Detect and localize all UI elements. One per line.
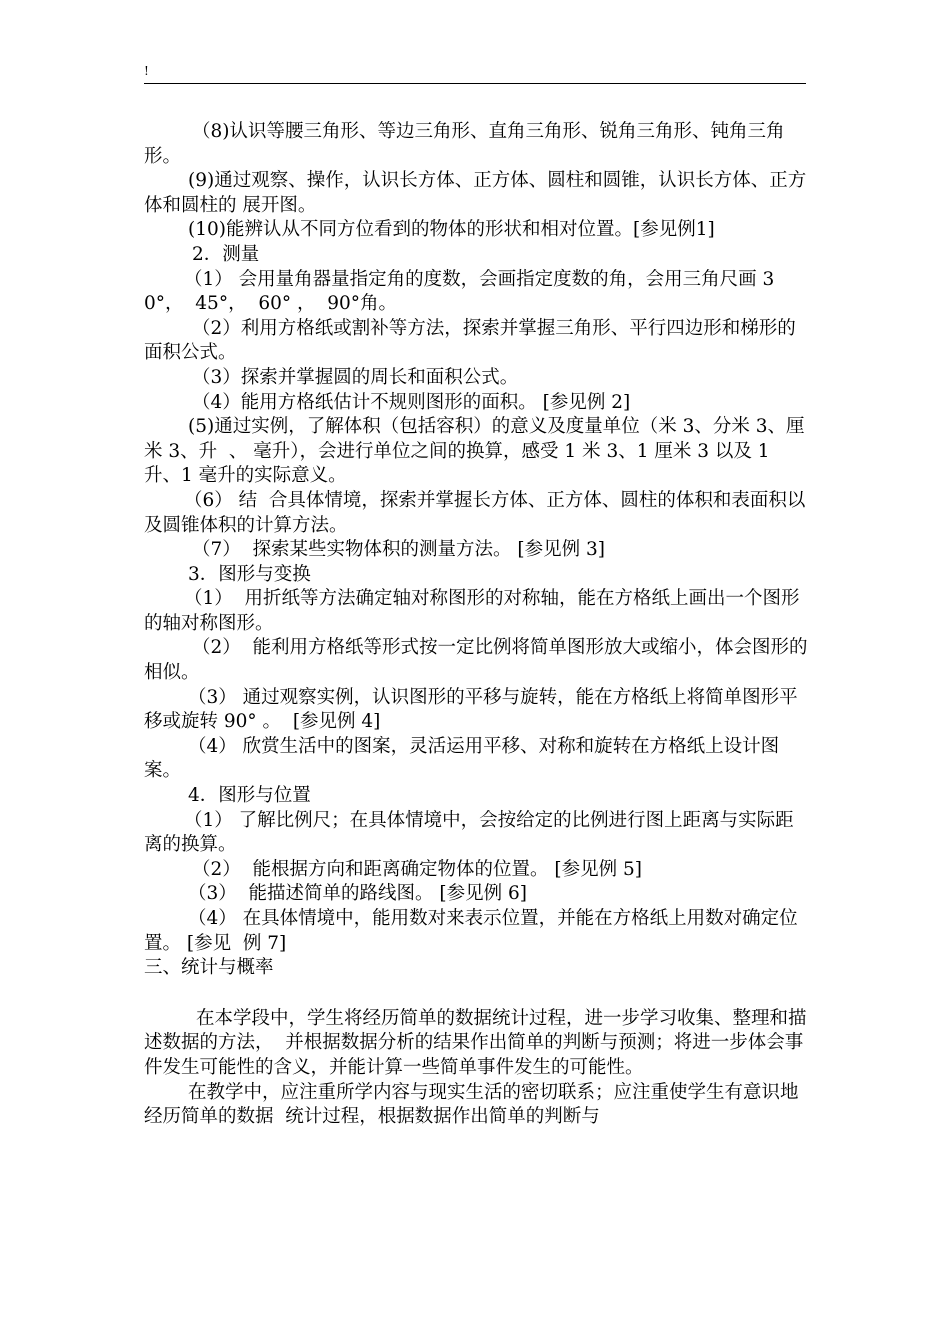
paragraph: (10)能辨认从不同方位看到的物体的形状和相对位置。[参见例1] [188, 219, 715, 241]
chapter-heading: 三、统计与概率 [144, 957, 274, 979]
header-mark: ! [144, 64, 149, 78]
paragraph: 在教学中，应注重所学内容与现实生活的密切联系；应注重使学生有意识地经历简单的数据 统计过程，根据数据作出简单的判断与 [144, 1081, 799, 1128]
section-heading: 2．测量 [192, 243, 260, 265]
paragraph: (5)通过实例，了解体积（包括容积）的意义及度量单位（米 3、分米 3、厘米 3、升 、 毫升），会进行单位之间的换算，感受 1 米 3、1 厘米 3 以及 1 升、1 毫升的实际意义。 [144, 416, 805, 487]
paragraph: (9)通过观察、操作，认识长方体、正方体、圆柱和圆锥，认识长方体、正方体和圆柱的 展开图。 [144, 170, 807, 216]
paragraph: （6） 结 合具体情境，探索并掌握长方体、正方体、圆柱的体积和表面积以及圆锥体积的计算方法。 [144, 489, 806, 536]
header-rule [144, 83, 806, 84]
paragraph: 在本学段中，学生将经历简单的数据统计过程，进一步学习收集、整理和描述数据的方法， 并根据数据分析的结果作出简单的判断与预测；将进一步体会事件发生可能性的含义，并能计算一些简单事件发生的可能性。 [144, 1007, 807, 1078]
paragraph: （2） 能利用方格纸等形式按一定比例将简单图形放大或缩小，体会图形的相似。 [144, 637, 808, 684]
paragraph: （1） 用折纸等方法确定轴对称图形的对称轴，能在方格纸上画出一个图形的轴对称图形。 [144, 588, 800, 634]
paragraph: （4）能用方格纸估计不规则图形的面积。 [参见例 2] [192, 391, 631, 413]
document-body [144, 120, 810, 1130]
paragraph: （3） 能描述简单的路线图。 [参见例 6] [188, 883, 527, 905]
paragraph: （4） 欣赏生活中的图案，灵活运用平移、对称和旋转在方格纸上设计图案。 [144, 735, 780, 782]
section-heading: 4．图形与位置 [188, 785, 311, 807]
paragraph: （1） 会用量角器量指定角的度数，会画指定度数的角，会用三角尺画 30°， 45°， 60° ， 90°角。 [144, 268, 775, 315]
paragraph: （2）利用方格纸或割补等方法，探索并掌握三角形、平行四边形和梯形的面积公式。 [144, 317, 796, 364]
paragraph: （3）探索并掌握圆的周长和面积公式。 [192, 366, 519, 388]
section-heading: 3．图形与变换 [188, 563, 311, 585]
paragraph: （3） 通过观察实例，认识图形的平移与旋转，能在方格纸上将简单图形平移或旋转 90° 。 [参见例 4] [144, 686, 798, 733]
paragraph: （2） 能根据方向和距离确定物体的位置。 [参见例 5] [192, 858, 642, 880]
paragraph: （7） 探索某些实物体积的测量方法。 [参见例 3] [192, 539, 605, 561]
paragraph: （8)认识等腰三角形、等边三角形、直角三角形、锐角三角形、钝角三角形。 [144, 121, 785, 167]
paragraph: （1） 了解比例尺；在具体情境中，会按给定的比例进行图上距离与实际距离的换算。 [144, 809, 794, 856]
paragraph: （4） 在具体情境中，能用数对来表示位置，并能在方格纸上用数对确定位置。 [参见 例 7] [144, 908, 798, 954]
